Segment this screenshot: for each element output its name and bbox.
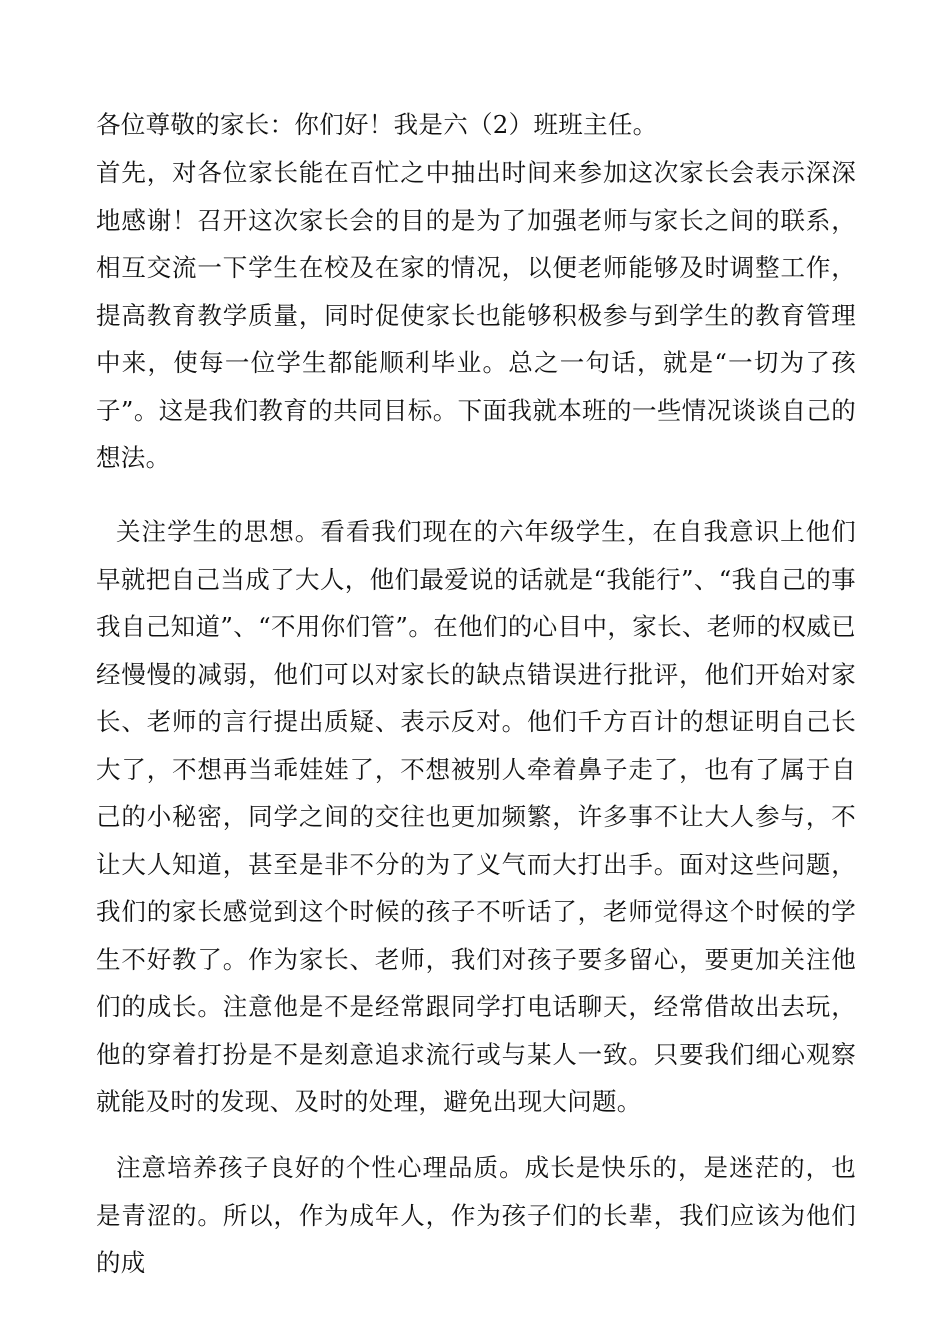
paragraph-student-thoughts: 关注学生的思想。看看我们现在的六年级学生，在自我意识上他们早就把自己当成了大人，他们最爱说的话就是“我能行”、“我自己的事我自己知道”、“不用你们管”。在他们的心目中，家长、老师的权威已经慢慢的减弱，他们可以对家长的缺点错误进行批评，他们开始对家长、老师的言行提出质疑、表示反对。他们千方百计的想证明自己长大了，不想再当乖娃娃了，不想被别人牵着鼻子走了，也有了属于自己的小秘密，同学之间的交往也更加频繁，许多事不让大人参与，不让大人知道，甚至是非不分的为了义气而大打出手。面对这些问题，我们的家长感觉到这个时候的孩子不听话了，老师觉得这个时候的学生不好教了。作为家长、老师，我们对孩子要多留心，要更加关注他们的成长。注意他是不是经常跟同学打电话聊天，经常借故出去玩，他的穿着打扮是不是刻意追求流行或与某人一致。只要我们细心观察就能及时的发现、及时的处理，避免出现大问题。 [96,517,856,1116]
greeting-line: 各位尊敬的家长：你们好！我是六（2）班班主任。 [96,110,658,139]
paragraph-introduction: 首先，对各位家长能在百忙之中抽出时间来参加这次家长会表示深深地感谢！召开这次家长会的目的是为了加强老师与家长之间的联系，相互交流一下学生在校及在家的情况，以便老师能够及时调整工作，提高教育教学质量，同时促使家长也能够积极参与到学生的教育管理中来，使每一位学生都能顺利毕业。总之一句话，就是“一切为了孩子”。这是我们教育的共同目标。下面我就本班的一些情况谈谈自己的想法。 [96,158,856,472]
paragraph-personality-development: 注意培养孩子良好的个性心理品质。成长是快乐的，是迷茫的，也是青涩的。所以，作为成年人，作为孩子们的长辈，我们应该为他们的成 [96,1153,856,1277]
